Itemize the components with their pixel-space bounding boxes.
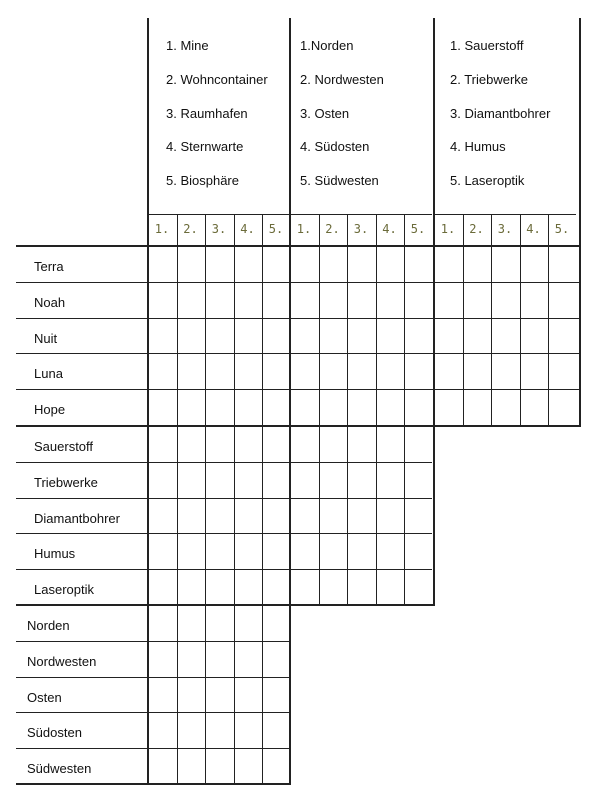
grid-cell[interactable] [205,353,234,389]
grid-cell[interactable] [376,462,405,498]
grid-cell[interactable] [404,426,433,462]
grid-cell[interactable] [148,389,177,425]
grid-cell[interactable] [290,389,319,425]
grid-line [520,214,521,246]
grid-cell[interactable] [491,389,520,425]
grid-cell[interactable] [262,426,291,462]
grid-cell[interactable] [376,426,405,462]
grid-cell[interactable] [262,353,291,389]
column-header-item: 1. Mine [166,38,209,53]
grid-cell[interactable] [290,246,319,282]
column-number: 3. [211,222,227,236]
grid-cell[interactable] [404,389,433,425]
grid-cell[interactable] [347,389,376,425]
grid-cell[interactable] [205,462,234,498]
grid-cell[interactable] [148,282,177,318]
grid-cell[interactable] [148,677,177,713]
grid-cell[interactable] [290,318,319,354]
grid-line [16,641,290,642]
grid-line [205,246,206,785]
grid-cell[interactable] [234,246,263,282]
grid-cell[interactable] [177,282,206,318]
column-header-item: 1. Sauerstoff [450,38,524,53]
grid-line [16,282,580,283]
grid-cell[interactable] [234,389,263,425]
grid-cell[interactable] [177,533,206,569]
grid-cell[interactable] [319,462,348,498]
row-label: Südosten [27,725,82,741]
grid-cell[interactable] [205,641,234,677]
grid-cell[interactable] [262,389,291,425]
grid-cell[interactable] [148,641,177,677]
column-number: 2. [183,222,198,236]
grid-cell[interactable] [376,569,405,605]
row-label: Laseroptik [34,582,94,598]
grid-cell[interactable] [404,282,433,318]
grid-line [376,214,377,246]
grid-cell[interactable] [376,533,405,569]
column-header-item: 2. Wohncontainer [166,71,268,87]
grid-cell[interactable] [404,498,433,534]
grid-cell[interactable] [177,712,206,748]
grid-cell[interactable] [234,318,263,354]
grid-cell[interactable] [376,282,405,318]
row-label: Terra [34,259,64,274]
column-number: 1. [154,222,170,236]
column-header-item: 3. Diamantbohrer [450,105,551,121]
row-label: Hope [34,402,66,418]
row-label: Diamantbohrer [34,510,120,526]
grid-line [262,246,263,785]
grid-cell[interactable] [319,533,348,569]
grid-cell[interactable] [262,318,291,354]
grid-cell[interactable] [262,462,291,498]
grid-cell[interactable] [548,389,577,425]
grid-line [234,246,235,785]
grid-line [16,569,432,570]
grid-cell[interactable] [520,389,549,425]
grid-cell[interactable] [205,389,234,425]
grid-line [347,214,348,246]
grid-cell[interactable] [262,605,291,641]
grid-line [177,246,178,785]
grid-cell[interactable] [205,748,234,784]
grid-line [290,214,432,215]
grid-cell[interactable] [319,318,348,354]
grid-cell[interactable] [262,246,291,282]
grid-cell[interactable] [262,569,291,605]
grid-line [262,214,263,246]
grid-line [16,389,580,390]
grid-cell[interactable] [205,605,234,641]
grid-cell[interactable] [404,569,433,605]
column-header-item: 5. Laseroptik [450,173,525,189]
grid-cell[interactable] [234,282,263,318]
grid-cell[interactable] [434,353,463,389]
grid-cell[interactable] [347,569,376,605]
row-label: Norden [27,618,70,633]
column-number: 2. [469,222,484,236]
grid-cell[interactable] [404,246,433,282]
column-header-item: 4. Südosten [300,139,370,155]
row-label: Noah [34,294,66,310]
grid-line [16,425,581,427]
grid-cell[interactable] [347,318,376,354]
column-number: 2. [325,222,340,236]
grid-cell[interactable] [434,246,463,282]
grid-line [16,712,290,713]
column-number: 1. [440,222,456,236]
column-number: 5. [554,222,570,236]
grid-cell[interactable] [234,605,263,641]
grid-cell[interactable] [290,282,319,318]
grid-cell[interactable] [148,353,177,389]
grid-cell[interactable] [262,498,291,534]
grid-cell[interactable] [404,353,433,389]
grid-cell[interactable] [520,318,549,354]
grid-cell[interactable] [205,712,234,748]
grid-cell[interactable] [148,748,177,784]
column-number: 4. [240,222,255,236]
grid-line [491,246,492,425]
grid-cell[interactable] [177,389,206,425]
grid-cell[interactable] [491,318,520,354]
grid-cell[interactable] [290,533,319,569]
grid-cell[interactable] [148,569,177,605]
grid-cell[interactable] [319,569,348,605]
grid-cell[interactable] [205,569,234,605]
grid-cell[interactable] [347,533,376,569]
row-label: Nordwesten [27,653,97,669]
grid-cell[interactable] [491,353,520,389]
grid-cell[interactable] [148,533,177,569]
grid-cell[interactable] [234,677,263,713]
grid-line [319,214,320,246]
column-number: 3. [497,222,513,236]
grid-cell[interactable] [319,246,348,282]
grid-cell[interactable] [434,282,463,318]
grid-cell[interactable] [177,498,206,534]
grid-line [491,214,492,246]
grid-cell[interactable] [434,318,463,354]
grid-cell[interactable] [234,353,263,389]
grid-cell[interactable] [404,533,433,569]
column-header-item: 5. Südwesten [300,173,379,189]
column-header-item: 4. Sternwarte [166,139,244,155]
grid-cell[interactable] [234,498,263,534]
grid-cell[interactable] [434,389,463,425]
grid-cell[interactable] [290,353,319,389]
column-header-item: 3. Osten [300,105,350,121]
grid-cell[interactable] [205,318,234,354]
grid-line [404,214,405,246]
grid-cell[interactable] [262,712,291,748]
grid-cell[interactable] [404,318,433,354]
grid-cell[interactable] [290,569,319,605]
grid-cell[interactable] [234,569,263,605]
grid-cell[interactable] [347,246,376,282]
column-number: 5. [268,222,284,236]
grid-cell[interactable] [319,353,348,389]
grid-cell[interactable] [148,246,177,282]
grid-line [16,462,432,463]
column-header-item: 1.Norden [300,38,354,53]
grid-line [148,214,290,215]
grid-cell[interactable] [177,353,206,389]
column-header-item: 3. Raumhafen [166,105,248,121]
grid-cell[interactable] [548,246,577,282]
grid-cell[interactable] [262,533,291,569]
grid-cell[interactable] [177,426,206,462]
row-label: Triebwerke [34,474,98,490]
grid-cell[interactable] [463,353,492,389]
grid-cell[interactable] [491,246,520,282]
grid-cell[interactable] [548,353,577,389]
grid-cell[interactable] [262,282,291,318]
grid-cell[interactable] [376,389,405,425]
row-label: Osten [27,689,62,705]
grid-cell[interactable] [234,462,263,498]
grid-cell[interactable] [205,677,234,713]
grid-line [16,748,290,749]
grid-line [16,533,432,534]
grid-cell[interactable] [290,462,319,498]
grid-cell[interactable] [376,318,405,354]
row-label: Sauerstoff [34,439,94,454]
grid-line [434,214,576,215]
grid-cell[interactable] [347,426,376,462]
row-label: Südwesten [27,761,92,777]
grid-line [520,246,521,425]
grid-cell[interactable] [376,246,405,282]
grid-line [205,214,206,246]
grid-cell[interactable] [463,282,492,318]
grid-cell[interactable] [234,533,263,569]
grid-cell[interactable] [347,498,376,534]
grid-line [579,18,581,426]
column-number: 4. [526,222,541,236]
grid-line [147,18,149,784]
grid-cell[interactable] [148,462,177,498]
grid-cell[interactable] [262,641,291,677]
grid-cell[interactable] [148,318,177,354]
grid-line [16,677,290,678]
grid-cell[interactable] [319,282,348,318]
row-label: Humus [34,546,76,562]
grid-cell[interactable] [262,748,291,784]
grid-cell[interactable] [234,748,263,784]
column-number: 3. [353,222,369,236]
grid-cell[interactable] [148,605,177,641]
grid-cell[interactable] [319,426,348,462]
grid-cell[interactable] [548,282,577,318]
grid-cell[interactable] [347,462,376,498]
grid-cell[interactable] [234,426,263,462]
grid-cell[interactable] [290,498,319,534]
grid-cell[interactable] [491,282,520,318]
grid-cell[interactable] [148,498,177,534]
grid-cell[interactable] [262,677,291,713]
grid-cell[interactable] [347,282,376,318]
grid-cell[interactable] [548,318,577,354]
grid-cell[interactable] [205,246,234,282]
grid-cell[interactable] [234,641,263,677]
grid-cell[interactable] [234,712,263,748]
grid-cell[interactable] [177,569,206,605]
grid-cell[interactable] [205,533,234,569]
column-header-item: 2. Triebwerke [450,71,529,87]
grid-cell[interactable] [463,389,492,425]
grid-line [289,18,291,784]
grid-cell[interactable] [148,426,177,462]
column-header-item: 2. Nordwesten [300,71,384,87]
grid-cell[interactable] [463,318,492,354]
grid-line [548,246,549,425]
row-label: Nuit [34,330,58,346]
grid-cell[interactable] [404,462,433,498]
grid-cell[interactable] [520,246,549,282]
grid-cell[interactable] [520,282,549,318]
grid-cell[interactable] [177,462,206,498]
grid-cell[interactable] [205,426,234,462]
column-number: 1. [296,222,312,236]
grid-cell[interactable] [319,389,348,425]
grid-cell[interactable] [290,426,319,462]
grid-cell[interactable] [177,748,206,784]
grid-line [16,783,291,785]
row-label: Luna [34,366,63,382]
grid-line [177,214,178,246]
grid-line [16,353,580,354]
grid-cell[interactable] [148,712,177,748]
grid-cell[interactable] [463,246,492,282]
grid-line [16,245,581,247]
grid-line [463,214,464,246]
grid-cell[interactable] [177,246,206,282]
grid-cell[interactable] [177,677,206,713]
grid-cell[interactable] [376,498,405,534]
grid-cell[interactable] [177,605,206,641]
grid-cell[interactable] [177,318,206,354]
grid-cell[interactable] [376,353,405,389]
column-number: 5. [410,222,426,236]
column-number: 4. [382,222,397,236]
grid-cell[interactable] [177,641,206,677]
grid-cell[interactable] [319,498,348,534]
column-header-item: 5. Biosphäre [166,173,239,189]
grid-cell[interactable] [520,353,549,389]
grid-line [433,18,435,605]
grid-cell[interactable] [347,353,376,389]
grid-cell[interactable] [205,498,234,534]
grid-line [16,498,432,499]
column-header-item: 4. Humus [450,139,506,155]
grid-line [16,318,580,319]
grid-line [234,214,235,246]
grid-line [16,604,435,606]
grid-line [548,214,549,246]
grid-line [463,246,464,425]
grid-cell[interactable] [205,282,234,318]
